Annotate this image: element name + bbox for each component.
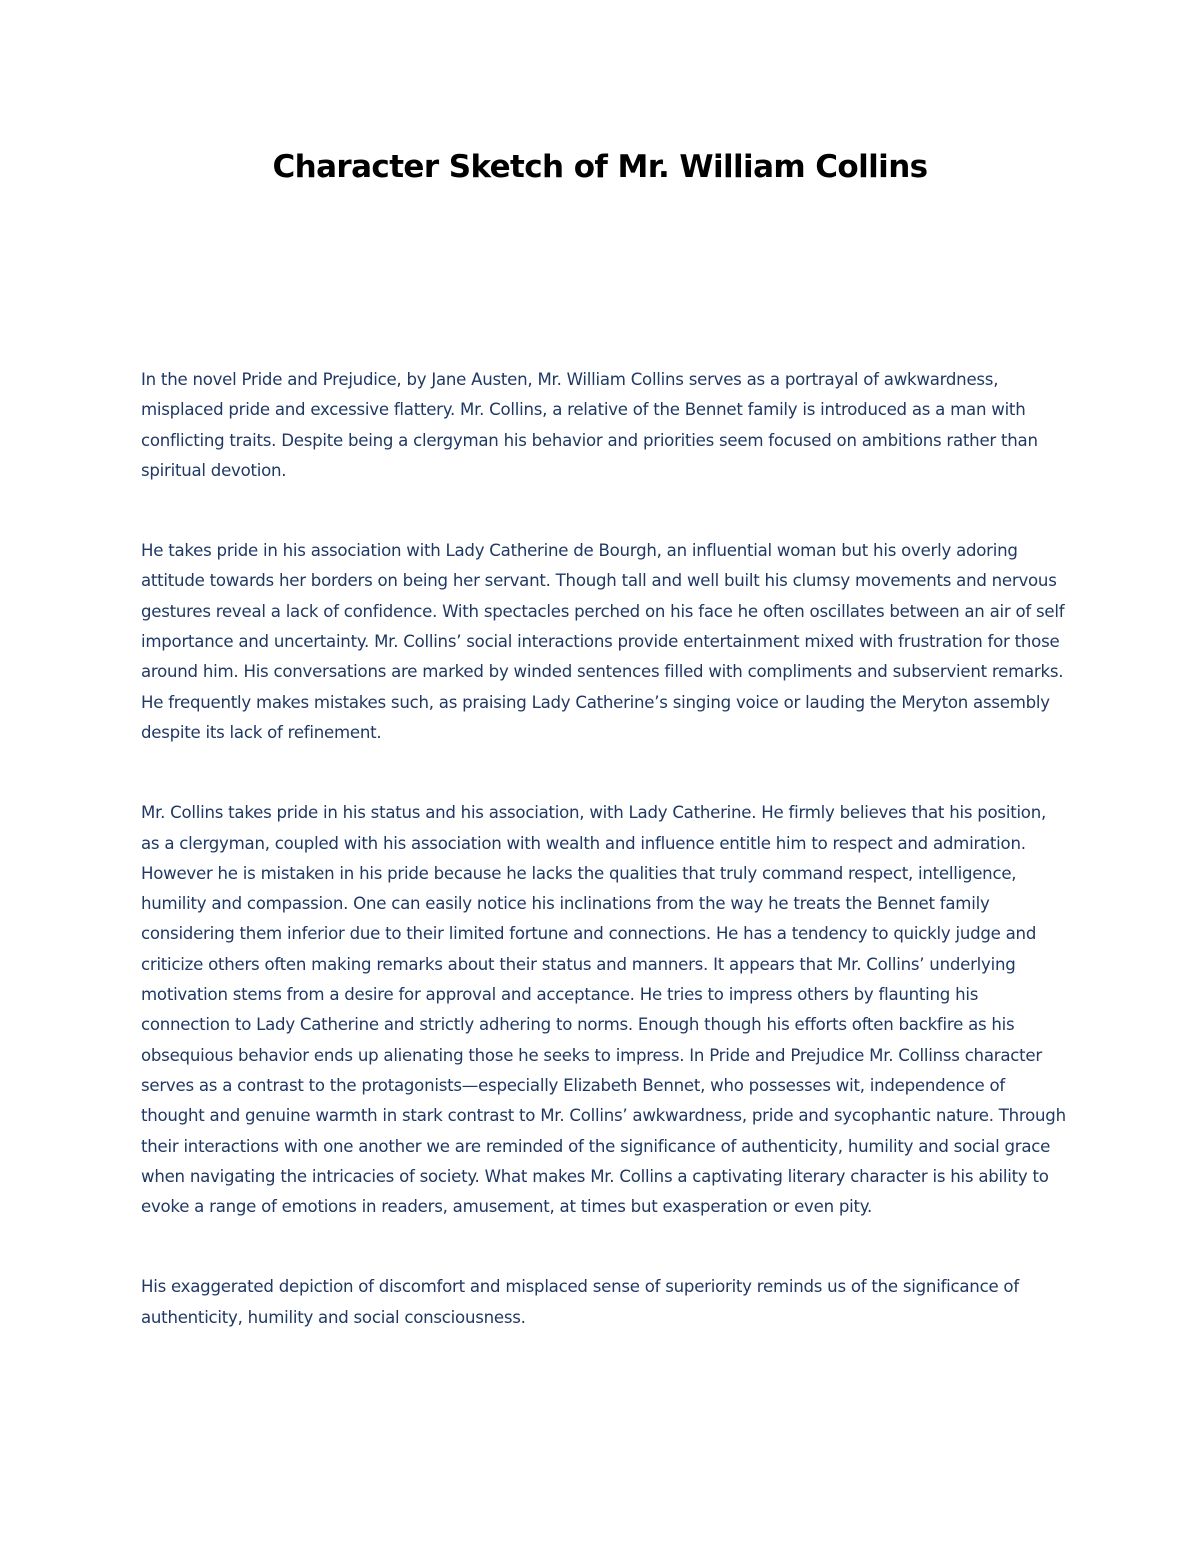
paragraph-intro: In the novel Pride and Prejudice, by Jane Austen, Mr. William Collins serves as a portrayal of awkwardness, misplaced pride and excessive flattery. Mr. Collins, a relative of the Bennet family is introduced as a man with conflicting traits. Despite being a clergyman his behavior and priorities seem focused on ambitions rather than spiritual devotion. [141, 370, 1038, 480]
paragraph-pride-status: Mr. Collins takes pride in his status and his association, with Lady Catherine. He firmly believes that his position, as a clergyman, coupled with his association with wealth and influence entitle him to respect and admiration. However he is mistaken in his pride because he lacks the qualities that truly command respect, intelligence, humility and compassion. One can easily notice his inclinations from the way he treats the Bennet family considering them inferior due to their limited fortune and connections. He has a tendency to quickly judge and criticize others often making remarks about their status and manners. It appears that Mr. Collins’ underlying motivation stems from a desire for approval and acceptance. He tries to impress others by flaunting his connection to Lady Catherine and strictly adhering to norms. Enough though his efforts often backfire as his obsequious behavior ends up alienating those he seeks to impress. In Pride and Prejudice Mr. Collinss character serves as a contrast to the protagonists—especially Elizabeth Bennet, who possesses wit, independence of thought and genuine warmth in stark contrast to Mr. Collins’ awkwardness, pride and sycophantic nature. Through their interactions with one another we are reminded of the significance of authenticity, humility and social grace when navigating the intricacies of society. What makes Mr. Collins a captivating literary character is his ability to evoke a range of emotions in readers, amusement, at times but exasperation or even pity. [141, 803, 1066, 1217]
paragraph-conclusion: His exaggerated depiction of discomfort and misplaced sense of superiority reminds us of the significance of authenticity, humility and social consciousness. [141, 1277, 1019, 1327]
paragraph-lady-catherine: He takes pride in his association with Lady Catherine de Bourgh, an influential woman but his overly adoring attitude towards her borders on being her servant. Though tall and well built his clumsy movements and nervous gestures reveal a lack of confidence. With spectacles perched on his face he often oscillates between an air of self importance and uncertainty. Mr. Collins’ social interactions provide entertainment mixed with frustration for those around him. His conversations are marked by winded sentences filled with compliments and subservient remarks. He frequently makes mistakes such, as praising Lady Catherine’s singing voice or lauding the Meryton assembly despite its lack of refinement. [141, 541, 1065, 742]
document-body [141, 365, 1066, 1333]
document-title: Character Sketch of Mr. William Collins [272, 149, 928, 185]
